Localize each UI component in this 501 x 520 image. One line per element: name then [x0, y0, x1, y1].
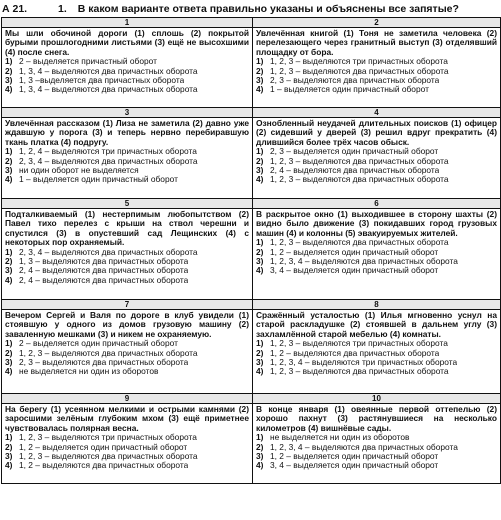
answer-option[interactable]: 3) 1, 2, 3, 4 – выделяются два причастных оборота: [256, 257, 458, 267]
answer-option[interactable]: 1) не выделяется ни один из оборотов: [256, 433, 410, 443]
answer-option[interactable]: 3) 1, 2, 3 – выделяются два причастных оборота: [5, 452, 198, 462]
answer-option[interactable]: 1) 2, 3, 4 – выделяются два причастных оборота: [5, 247, 198, 257]
answer-option[interactable]: 1) 2, 3 – выделяется один причастный оборот: [256, 147, 439, 157]
answer-option[interactable]: 3) 1, 3 –выделяется два причастных оборота: [5, 76, 185, 86]
variant-number: 2: [253, 18, 501, 28]
variant-question: Ознобленный неудачей длительных поисков (1) офицер (2) сидевший у дверей (3) решил вдруг прекратить (4) длившийся более трёх часов обыск.: [256, 118, 497, 147]
answer-option[interactable]: 4) 2, 4 – выделяются два причастных оборота: [5, 275, 189, 285]
variant-row: [2, 118, 501, 199]
variant-number: 4: [253, 108, 501, 118]
variant-row: [2, 310, 501, 394]
answer-option[interactable]: 4) 1, 2, 3 – выделяются два причастных оборота: [256, 175, 449, 185]
variant-number: 1: [2, 18, 253, 28]
variant-question: Вечером Сергей и Валя по дороге в клуб увидели (1) стоявшую у одного из домов грузовую машину (2) заваленную мешками (3) и никем не охраняемую.: [5, 310, 249, 339]
answer-option[interactable]: 4) 3, 4 – выделяется один причастный оборот: [256, 461, 439, 471]
variant-number: 6: [253, 199, 501, 209]
answer-option[interactable]: 4) 1 – выделяется один причастный оборот: [256, 85, 429, 95]
variant-cell-1: [2, 28, 253, 108]
answer-option[interactable]: 2) 1, 2, 3, 4 – выделяются два причастных оборота: [256, 442, 458, 452]
answer-option[interactable]: 1) 2 – выделяется причастный оборот: [5, 57, 157, 67]
number-row: [2, 199, 501, 209]
variant-cell-9: [2, 404, 253, 484]
answer-option[interactable]: 1) 1, 2, 3 – выделяются три причастных оборота: [5, 433, 197, 443]
answer-option[interactable]: 2) 1, 2 – выделяется один причастный оборот: [256, 247, 439, 257]
answer-option[interactable]: 2) 2, 3, 4 – выделяются два причастных оборота: [5, 156, 198, 166]
answer-option[interactable]: 3) 2, 3 – выделяются два причастных оборота: [5, 358, 189, 368]
answer-option[interactable]: 1) 1, 2, 3 – выделяются два причастных оборота: [256, 238, 449, 248]
variant-cell-3: [2, 118, 253, 199]
answer-option[interactable]: 3) ни один оборот не выделяется: [5, 166, 139, 176]
variant-number: 8: [253, 300, 501, 310]
answer-option[interactable]: 2) 1, 2, 3 – выделяются два причастных оборота: [256, 66, 449, 76]
variant-cell-2: [253, 28, 501, 108]
variant-question: Сражённый усталостью (1) Илья мгновенно уснул на старой раскладушке (2) стоявшей в дальнем углу (3) захламлённой старой мебелью (4) комнаты.: [256, 310, 497, 339]
variant-cell-8: [253, 310, 501, 394]
answer-option[interactable]: 4) 1, 3, 4 – выделяются два причастных оборота: [5, 85, 198, 95]
number-row: [2, 108, 501, 118]
variant-question: На берегу (1) усеянном мелкими и острыми камнями (2) заросшими зелёным глубоким мхом (3) ещё приметнее чувствовалась полярная весна.: [5, 404, 249, 433]
variant-question: Мы шли обочиной дороги (1) сплошь (2) покрытой бурыми прошлогодними листьями (3) ещё не высохшими (4) после снега.: [5, 28, 249, 57]
variant-number: 7: [2, 300, 253, 310]
answer-option[interactable]: 4) 3, 4 – выделяется один причастный оборот: [256, 266, 439, 276]
variant-number: 5: [2, 199, 253, 209]
answer-option[interactable]: 2) 1, 2 – выделяется один причастный оборот: [5, 442, 188, 452]
variant-cell-7: [2, 310, 253, 394]
variant-question: В раскрытое окно (1) выходившее в сторону шахты (2) видно было движение (3) покидавших город грузовых машин (4) и колонны (5) эвакуируемых жителей.: [256, 209, 497, 238]
task-header: [2, 2, 499, 16]
number-row: [2, 18, 501, 28]
answer-option[interactable]: 3) 2, 4 – выделяются два причастных оборота: [5, 266, 189, 276]
variant-question: Увлечённая книгой (1) Тоня не заметила человека (2) перелезающего через гранитный выступ (3) отделявший площадку от бора.: [256, 28, 497, 57]
task-title: В каком варианте ответа правильно указаны и объяснены все запятые?: [77, 3, 459, 15]
answer-option[interactable]: 4) не выделяется ни один из оборотов: [5, 367, 159, 377]
variant-cell-4: [253, 118, 501, 199]
answer-option[interactable]: 1) 1, 2, 3 – выделяются три причастных оборота: [256, 339, 448, 349]
answer-option[interactable]: 1) 2 – выделяется один причастный оборот: [5, 339, 178, 349]
variant-number: 3: [2, 108, 253, 118]
answer-option[interactable]: 3) 2, 3 – выделяются два причастных оборота: [256, 76, 440, 86]
answer-option[interactable]: 3) 1, 2 – выделяется один причастный оборот: [256, 452, 439, 462]
answer-option[interactable]: 4) 1, 2 – выделяются два причастных оборота: [5, 461, 189, 471]
variant-cell-6: [253, 209, 501, 300]
variant-question: Подталкиваемый (1) нестерпимым любопытством (2) Павел тихо перелез с крыши на ствол черешни и спустился (3) в опустевший сад Лещинских (4) с некоторых пор охраняемый.: [5, 209, 249, 248]
variant-row: [2, 28, 501, 108]
answer-option[interactable]: 2) 1, 2, 3 – выделяются два причастных оборота: [5, 348, 198, 358]
variant-number: 9: [2, 394, 253, 404]
answer-option[interactable]: 2) 1, 3 – выделяются два причастных оборота: [5, 257, 189, 267]
answer-option[interactable]: 3) 1, 2, 3, 4 – выделяются три причастных оборота: [256, 358, 458, 368]
answer-option[interactable]: 2) 1, 3, 4 – выделяются два причастных оборота: [5, 66, 198, 76]
variant-cell-5: [2, 209, 253, 300]
answer-option[interactable]: 1) 1, 2, 3 – выделяются три причастных оборота: [256, 57, 448, 67]
number-row: [2, 300, 501, 310]
variant-row: [2, 404, 501, 484]
answer-option[interactable]: 2) 1, 2, 3 – выделяются два причастных оборота: [256, 156, 449, 166]
variant-question: Увлечённая рассказом (1) Лиза не заметила (2) давно уже ждавшую у порога (3) и теперь нервно перебиравшую ткань платка (4) подругу.: [5, 118, 249, 147]
answer-option[interactable]: 4) 1, 2, 3 – выделяются два причастных оборота: [256, 367, 449, 377]
variant-row: [2, 209, 501, 300]
task-number: 1.: [58, 3, 67, 15]
variant-number: 10: [253, 394, 501, 404]
answer-option[interactable]: 3) 2, 4 – выделяются два причастных оборота: [256, 166, 440, 176]
variant-cell-10: [253, 404, 501, 484]
variant-question: В конце января (1) овеянные первой оттепелью (2) хорошо пахнут (3) растянувшиеся на несколько километров (4) вишнёвые сады.: [256, 404, 497, 433]
answer-option[interactable]: 2) 1, 2 – выделяются два причастных оборота: [256, 348, 440, 358]
variants-table: [1, 17, 501, 484]
task-code: А 21.: [2, 3, 28, 15]
answer-option[interactable]: 1) 1, 2, 4 – выделяются три причастных оборота: [5, 147, 197, 157]
answer-option[interactable]: 4) 1 – выделяется один причастный оборот: [5, 175, 178, 185]
number-row: [2, 394, 501, 404]
